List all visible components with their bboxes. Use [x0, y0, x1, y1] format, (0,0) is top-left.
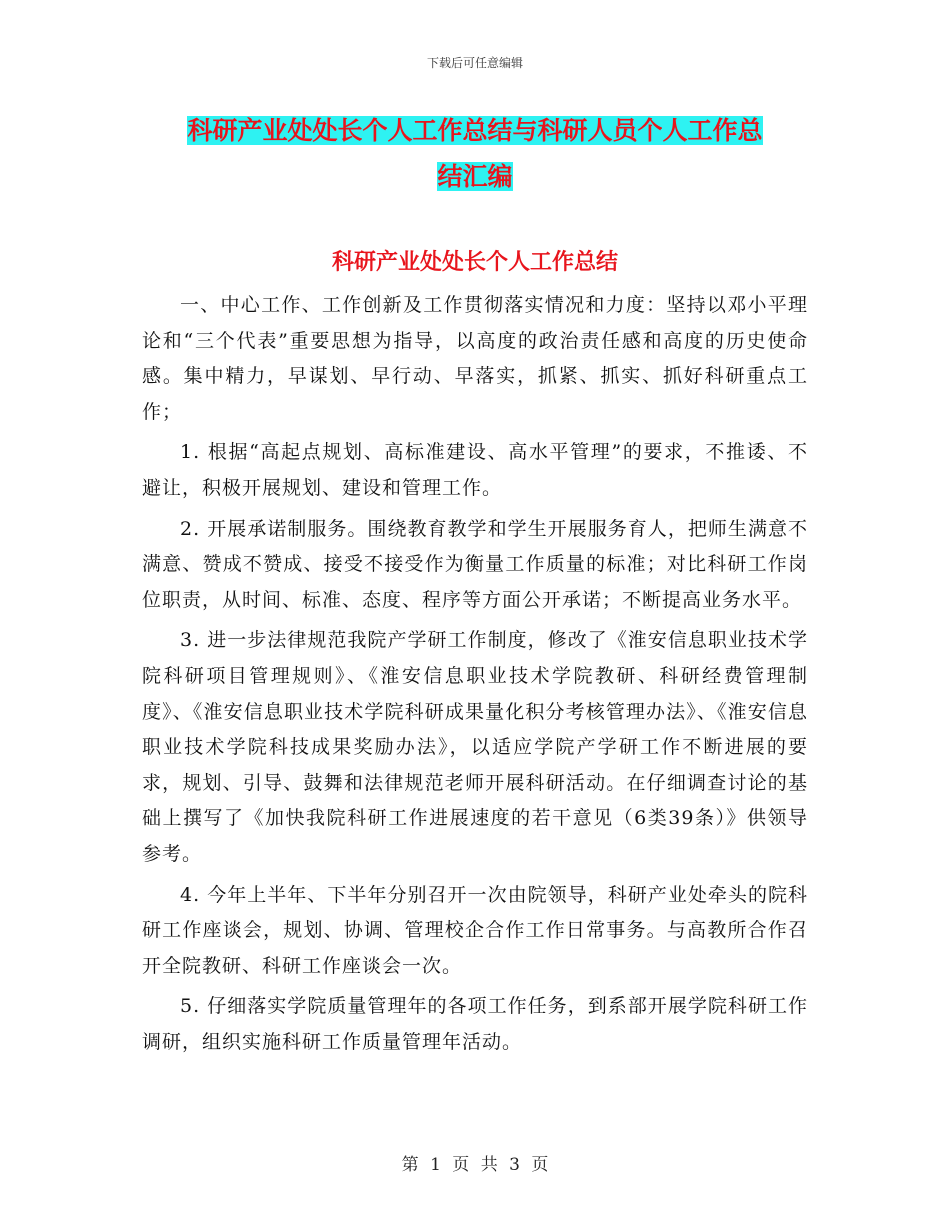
document-body — [142, 288, 808, 1065]
paragraph: 2. 开展承诺制服务。围绕教育教学和学生开展服务育人，把师生满意不满意、赞成不赞成、接受不接受作为衡量工作质量的标准；对比科研工作岗位职责，从时间、标准、态度、程序等方面公开承诺；不断提高业务水平。 — [142, 517, 808, 611]
paragraph: 一、中心工作、工作创新及工作贯彻落实情况和力度：坚持以邓小平理论和“三个代表”重要思想为指导，以高度的政治责任感和高度的历史使命感。集中精力，早谋划、早行动、早落实，抓紧、抓实、抓好科研重点工作； — [142, 294, 808, 423]
paragraph: 3. 进一步法律规范我院产学研工作制度，修改了《淮安信息职业技术学院科研项目管理规则》、《淮安信息职业技术学院教研、科研经费管理制度》、《淮安信息职业技术学院科研成果量化积分考核管理办法》、《淮安信息职业技术学院科技成果奖励办法》，以适应学院产学研工作不断进展的要求，规划、引导、鼓舞和法律规范老师开展科研活动。在仔细调查讨论的基础上撰写了《加快我院科研工作进展速度的若干意见（6类39条）》供领导参考。 — [142, 629, 808, 865]
page-number: 第 1 页 共 3 页 — [401, 1155, 549, 1175]
paragraph: 4. 今年上半年、下半年分别召开一次由院领导，科研产业处牵头的院科研工作座谈会，规划、协调、管理校企合作工作日常事务。与高教所合作召开全院教研、科研工作座谈会一次。 — [142, 883, 808, 977]
document-title-line-2: 结汇编 — [437, 162, 513, 191]
paragraph: 5. 仔细落实学院质量管理年的各项工作任务，到系部开展学院科研工作调研，组织实施科研工作质量管理年活动。 — [142, 995, 808, 1053]
document-title-line-1: 科研产业处处长个人工作总结与科研人员个人工作总 — [187, 116, 763, 145]
document-title — [140, 108, 810, 200]
page-header-note: 下载后可任意编辑 — [426, 56, 523, 70]
section-heading: 科研产业处处长个人工作总结 — [331, 249, 618, 275]
paragraph: 1. 根据“高起点规划、高标准建设、高水平管理”的要求，不推诿、不避让，积极开展规划、建设和管理工作。 — [142, 441, 808, 499]
